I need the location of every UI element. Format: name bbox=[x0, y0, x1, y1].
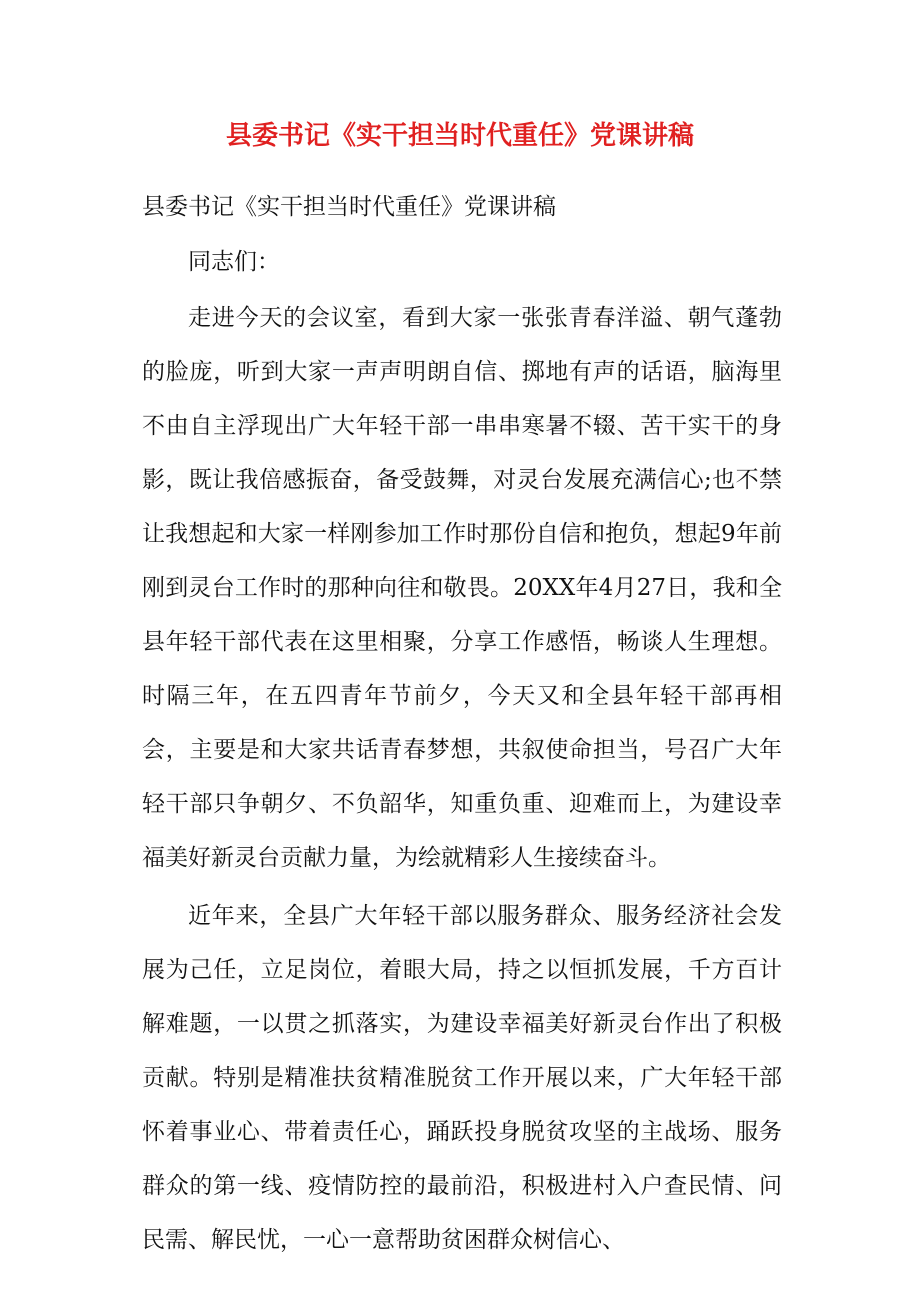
document-subtitle: 县委书记《实干担当时代重任》党课讲稿 bbox=[142, 194, 556, 220]
paragraph: 近年来，全县广大年轻干部以服务群众、服务经济社会发展为己任，立足岗位，着眼大局，持之以恒抓发展，千方百计解难题，一以贯之抓落实，为建设幸福美好新灵台作出了积极贡献。特别是精准扶贫精准脱贫工作开展以来，广大年轻干部怀着事业心、带着责任心，踊跃投身脱贫攻坚的主战场、服务群众的第一线、疫情防控的最前沿，积极进村入户查民情、问民需、解民忧，一心一意帮助贫困群众树信心、 bbox=[142, 903, 782, 1253]
document-title: 县委书记《实干担当时代重任》党课讲稿 bbox=[225, 121, 694, 151]
paragraph: 走进今天的会议室，看到大家一张张青春洋溢、朝气蓬勃的脸庞，听到大家一声声明朗自信、掷地有声的话语，脑海里不由自主浮现出广大年轻干部一串串寒暑不辍、苦干实干的身影，既让我倍感振奋，备受鼓舞，对灵台发展充满信心;也不禁让我想起和大家一样刚参加工作时那份自信和抱负，想起9年前刚到灵台工作时的那种向往和敬畏。20XX年4月27日，我和全县年轻干部代表在这里相聚，分享工作感悟，畅谈人生理想。时隔三年，在五四青年节前夕，今天又和全县年轻干部再相会，主要是和大家共话青春梦想，共叙使命担当，号召广大年轻干部只争朝夕、不负韶华，知重负重、迎难而上，为建设幸福美好新灵台贡献力量，为绘就精彩人生接续奋斗。 bbox=[142, 305, 782, 871]
salutation: 同志们： bbox=[188, 249, 280, 275]
document-body bbox=[142, 180, 782, 1267]
